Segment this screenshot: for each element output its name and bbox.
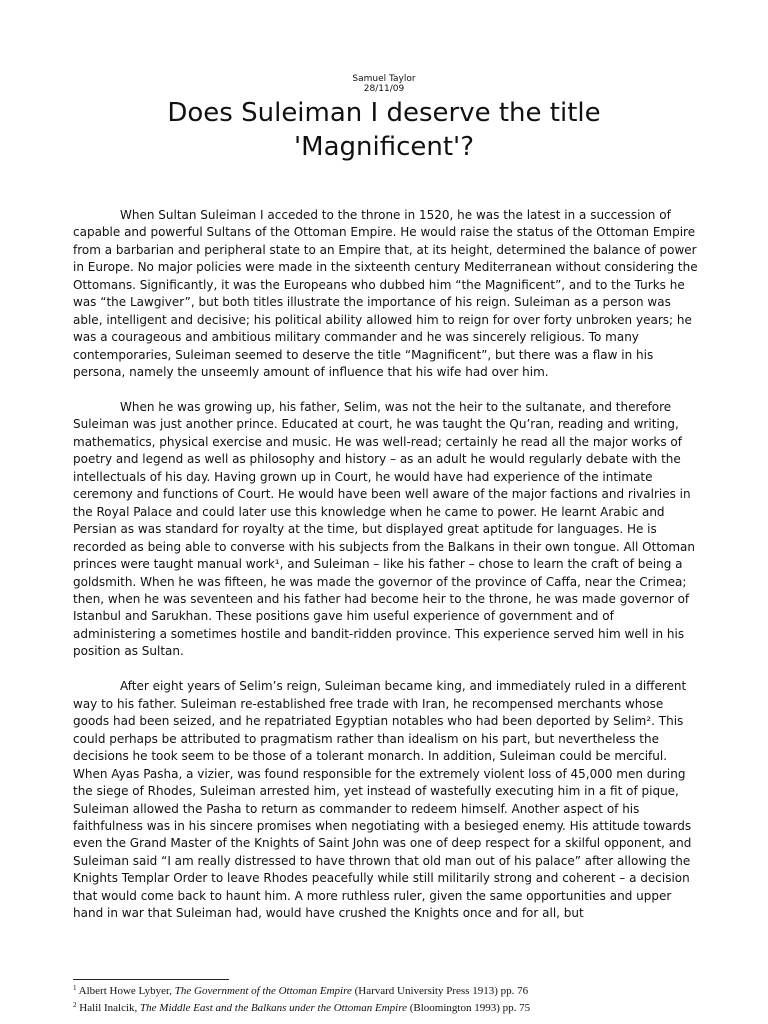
footnote-1 — [73, 983, 713, 1000]
footnote-details: (Harvard University Press 1913) pp. 76 — [351, 985, 529, 997]
footnote-mark: 1 — [73, 984, 77, 992]
footnote-details: (Bloomington 1993) pp. 75 — [406, 1002, 531, 1014]
essay-body — [73, 207, 698, 940]
footnote-separator — [73, 979, 229, 980]
footnote-work: The Middle East and the Balkans under the Ottoman Empire — [140, 1002, 407, 1014]
paragraph-2: When he was growing up, his father, Selim, was not the heir to the sultanate, and therefore Suleiman was just another prince. Educated at court, he was taught the Qu’ran, reading and writing, mathematics, physical exercise and music. He was well-read; certainly he read all the major works of poetry and legend as well as philosophy and history – as an adult he would regularly debate with the intellectuals of his day. Having grown up in Court, he would have had experience of the intimate ceremony and functions of Court. He would have been well aware of the major factions and rivalries in the Royal Palace and could later use this knowledge when he came to power. He learnt Arabic and Persian as was standard for royalty at the time, but displayed great aptitude for languages. He is recorded as being able to converse with his subjects from the Balkans in their own tongue. All Ottoman princes were taught manual work¹, and Suleiman – like his father – chose to learn the craft of being a goldsmith. When he was fifteen, he was made the governor of the province of Caffa, near the Crimea; then, when he was seventeen and his father had become heir to the throne, he was made governor of Istanbul and Sarukhan. These positions gave him useful experience of government and of administering a sometimes hostile and bandit-ridden province. This experience served him well in his position as Sultan. — [73, 400, 696, 659]
page-title — [60, 96, 708, 164]
title-line-1: Does Suleiman I deserve the title — [167, 98, 601, 128]
footnote-mark: 2 — [73, 1001, 77, 1009]
footnote-work: The Government of the Ottoman Empire — [174, 985, 352, 997]
footnote-author: Halil Inalcik, — [79, 1002, 141, 1014]
document-date: 28/11/09 — [363, 84, 405, 94]
paragraph-1: When Sultan Suleiman I acceded to the throne in 1520, he was the latest in a succession of capable and powerful Sultans of the Ottoman Empire. He would raise the status of the Ottoman Empire from a barbarian and peripheral state to an Empire that, at its height, determined the balance of power in Europe. No major policies were made in the sixteenth century Mediterranean without considering the Ottomans. Significantly, it was the Europeans who dubbed him “the Magnificent”, and to the Turks he was “the Lawgiver”, but both titles illustrate the importance of his reign. Suleiman as a person was able, intelligent and decisive; his political ability allowed him to reign for over forty unbroken years; he was a courageous and ambitious military commander and he was sincerely religious. To many contemporaries, Suleiman seemed to deserve the title “Magnificent”, but there was a flaw in his persona, namely the unseemly amount of influence that his wife had over him. — [73, 208, 698, 380]
paragraph-3: After eight years of Selim’s reign, Suleiman became king, and immediately ruled in a different way to his father. Suleiman re-established free trade with Iran, he recompensed merchants whose goods had been seized, and he repatriated Egyptian notables who had been deported by Selim². This could perhaps be attributed to pragmatism rather than idealism on his part, but nevertheless the decisions he took seem to be those of a tolerant monarch. In addition, Suleiman could be merciful. When Ayas Pasha, a vizier, was found responsible for the extremely violent loss of 45,000 men during the siege of Rhodes, Suleiman arrested him, yet instead of wastefully executing him in a fit of pique, Suleiman allowed the Pasha to return as commander to redeem himself. Another aspect of his faithfulness was in his sincere promises when negotiating with a besieged enemy. His attitude towards even the Grand Master of the Knights of Saint John was one of deep respect for a skilful opponent, and Suleiman said “I am really distressed to have thrown that old man out of his palace” after allowing the Knights Templar Order to leave Rhodes peacefully while still militarily strong and coherent – a decision that would come back to haunt him. A more ruthless ruler, given the same opportunities and upper hand in war that Suleiman had, would have crushed the Knights once and for all, but — [73, 679, 692, 921]
author-name: Samuel Taylor — [352, 74, 416, 84]
title-line-2: 'Magnificent'? — [293, 132, 474, 162]
footnote-2 — [73, 1000, 713, 1017]
footnote-author: Albert Howe Lybyer, — [78, 985, 175, 997]
footnotes — [73, 983, 713, 1017]
